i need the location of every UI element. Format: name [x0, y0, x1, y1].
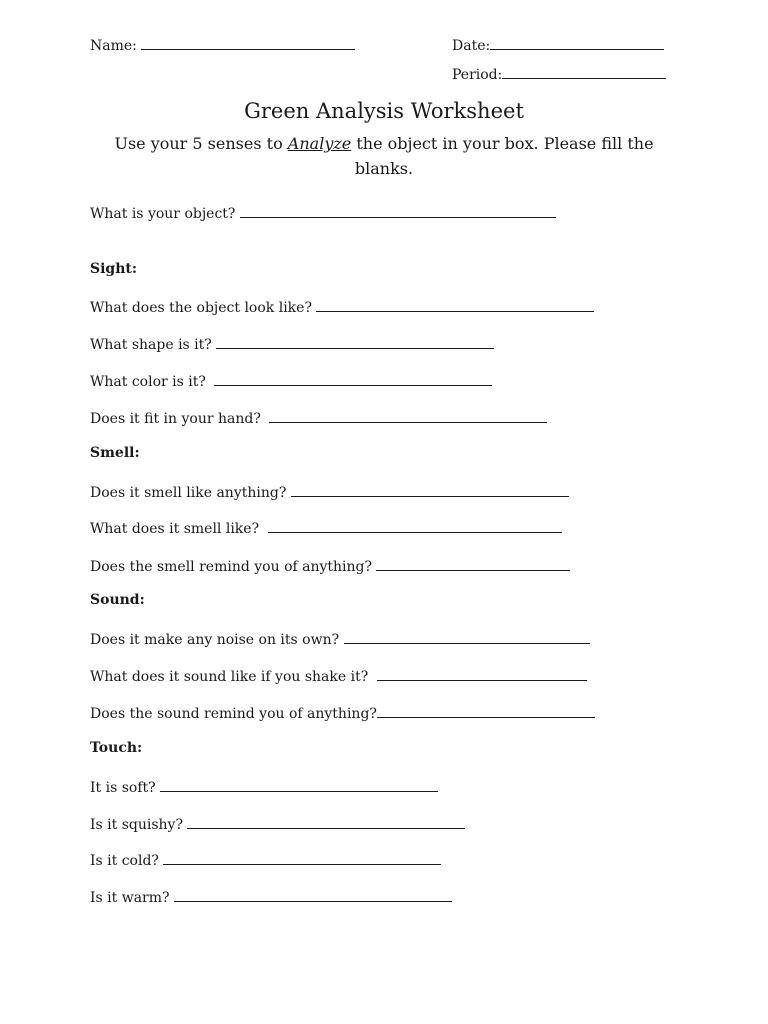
question-row	[90, 703, 595, 722]
question-text: Is it warm?	[90, 890, 170, 906]
question-text: What is your object?	[90, 206, 236, 222]
answer-blank[interactable]	[269, 408, 547, 423]
answer-blank[interactable]	[377, 703, 595, 718]
question-row	[90, 297, 594, 316]
question-text: Does the sound remind you of anything?	[90, 706, 377, 722]
question-row	[90, 518, 562, 537]
answer-blank[interactable]	[174, 887, 452, 902]
section-heading-smell: Smell:	[90, 445, 140, 461]
answer-blank[interactable]	[316, 297, 594, 312]
section-heading-touch: Touch:	[90, 740, 143, 756]
question-text: Does it make any noise on its own?	[90, 632, 340, 648]
date-field	[452, 35, 664, 54]
question-row	[90, 482, 569, 501]
answer-blank[interactable]	[268, 518, 562, 533]
question-text: What color is it?	[90, 374, 206, 390]
question-text: Is it squishy?	[90, 817, 183, 833]
answer-blank[interactable]	[240, 203, 556, 218]
period-label: Period:	[452, 67, 503, 83]
question-text: Does it smell like anything?	[90, 485, 287, 501]
worksheet-title: Green Analysis Worksheet	[244, 99, 524, 123]
question-text: Is it cold?	[90, 853, 159, 869]
instructions-after: the object in your box. Please fill the blanks.	[351, 134, 654, 178]
answer-blank[interactable]	[216, 334, 494, 349]
question-row	[90, 408, 547, 427]
question-text: What does it sound like if you shake it?	[90, 669, 369, 685]
answer-blank[interactable]	[214, 371, 492, 386]
name-field	[90, 35, 355, 54]
date-blank[interactable]	[490, 35, 664, 50]
answer-blank[interactable]	[291, 482, 569, 497]
question-text: What does it smell like?	[90, 521, 260, 537]
question-row	[90, 814, 465, 833]
name-blank[interactable]	[141, 35, 355, 50]
question-text: What does the object look like?	[90, 300, 312, 316]
answer-blank[interactable]	[344, 629, 590, 644]
name-label: Name:	[90, 38, 137, 54]
date-label: Date:	[452, 38, 491, 54]
period-blank[interactable]	[502, 64, 666, 79]
answer-blank[interactable]	[187, 814, 465, 829]
instructions	[100, 131, 668, 181]
instructions-before: Use your 5 senses to	[114, 134, 288, 153]
question-row	[90, 629, 590, 648]
question-text: What shape is it?	[90, 337, 212, 353]
question-row	[90, 334, 494, 353]
section-heading-sight: Sight:	[90, 261, 138, 277]
object-question	[90, 203, 556, 222]
question-text: Does it fit in your hand?	[90, 411, 261, 427]
question-text: Does the smell remind you of anything?	[90, 559, 373, 575]
question-row	[90, 777, 438, 796]
answer-blank[interactable]	[160, 777, 438, 792]
question-row	[90, 371, 492, 390]
question-row	[90, 556, 570, 575]
question-row	[90, 887, 452, 906]
answer-blank[interactable]	[377, 666, 587, 681]
period-field	[452, 64, 666, 83]
question-row	[90, 850, 441, 869]
answer-blank[interactable]	[163, 850, 441, 865]
question-row	[90, 666, 587, 685]
question-text: It is soft?	[90, 780, 156, 796]
answer-blank[interactable]	[376, 556, 570, 571]
instructions-emphasis: Analyze	[287, 134, 352, 153]
section-heading-sound: Sound:	[90, 592, 145, 608]
